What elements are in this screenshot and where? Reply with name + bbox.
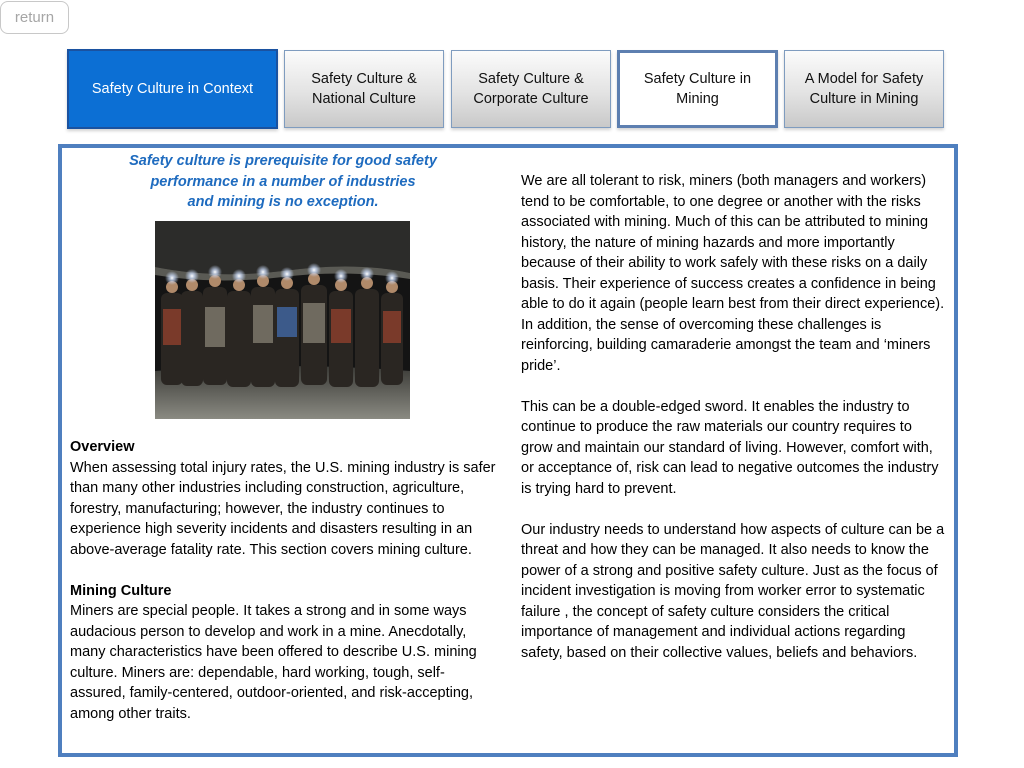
double-edged-sword-paragraph: This can be a double-edged sword. It enables the industry to continue to produce the raw materials our country requires to grow and maintain our standard of living. However, comfort with, or acceptance of, risk can lead to negative outcomes the industry is trying hard to prevent. [521, 398, 939, 497]
left-column [70, 437, 500, 724]
mining-culture-heading: Mining Culture [70, 582, 172, 599]
tab-label: Safety Culture & National Culture [311, 71, 417, 107]
intro-line-1: Safety culture is prerequisite for good safety [129, 153, 437, 169]
tab-corporate-culture[interactable] [451, 50, 611, 128]
intro-line-3: and mining is no exception. [187, 194, 379, 210]
overview-heading: Overview [70, 439, 135, 455]
intro-statement [100, 151, 466, 213]
tab-label: Safety Culture & Corporate Culture [473, 71, 589, 107]
right-column [521, 171, 946, 684]
tab-national-culture[interactable] [284, 50, 444, 128]
tab-label: A Model for Safety Culture in Mining [804, 71, 924, 107]
section-tabs [0, 50, 1024, 132]
return-button[interactable]: return [0, 1, 69, 34]
industry-needs-paragraph: Our industry needs to understand how aspects of culture can be a threat and how they can be managed. It also needs to know the power of a strong and positive safety culture. Just as the focus of incident investigation is moving from worker error to systematic failure , the concept of safety culture considers the critical importance of management and individual actions regarding safety, based on their collective values, beliefs and behaviors. [521, 521, 945, 661]
miners-group-photo [155, 221, 410, 419]
risk-tolerance-paragraph: We are all tolerant to risk, miners (both managers and workers) tend to be comfortable, to one degree or another with the risks associated with mining. Much of this can be attributed to mining history, the nature of mining hazards and more importantly because of their ability to work safely with these risks on a daily basis. Their experience of success creates a confidence in being able to do it again (people learn best from their direct experience). In addition, the sense of overcoming these challenges is reinforcing, building camaraderie amongst the team and ‘miners pride’. [521, 173, 945, 374]
overview-text: When assessing total injury rates, the U.S. mining industry is safer than many other industries including construction, agriculture, forestry, manufacturing; however, the industry continues to experience high severity incidents and disasters resulting in an above-average fatality rate. This section covers mining culture. [70, 459, 496, 558]
tab-safety-culture-in-mining[interactable] [617, 50, 778, 128]
tab-label: Safety Culture in Mining [643, 71, 752, 107]
tab-model-for-safety-culture[interactable] [784, 50, 944, 128]
tab-label: Safety Culture in Context [91, 81, 254, 97]
mining-culture-text: Miners are special people. It takes a strong and in some ways audacious person to develop and work in a mine. Anecdotally, many characteristics have been offered to describe U.S. mining culture. Miners are: dependable, hard working, tough, self-assured, family-centered, outdoor-oriented, and risk-accepting, among other traits. [70, 603, 477, 722]
tab-safety-culture-in-context[interactable] [67, 49, 278, 129]
intro-line-2: performance in a number of industries [150, 173, 416, 190]
